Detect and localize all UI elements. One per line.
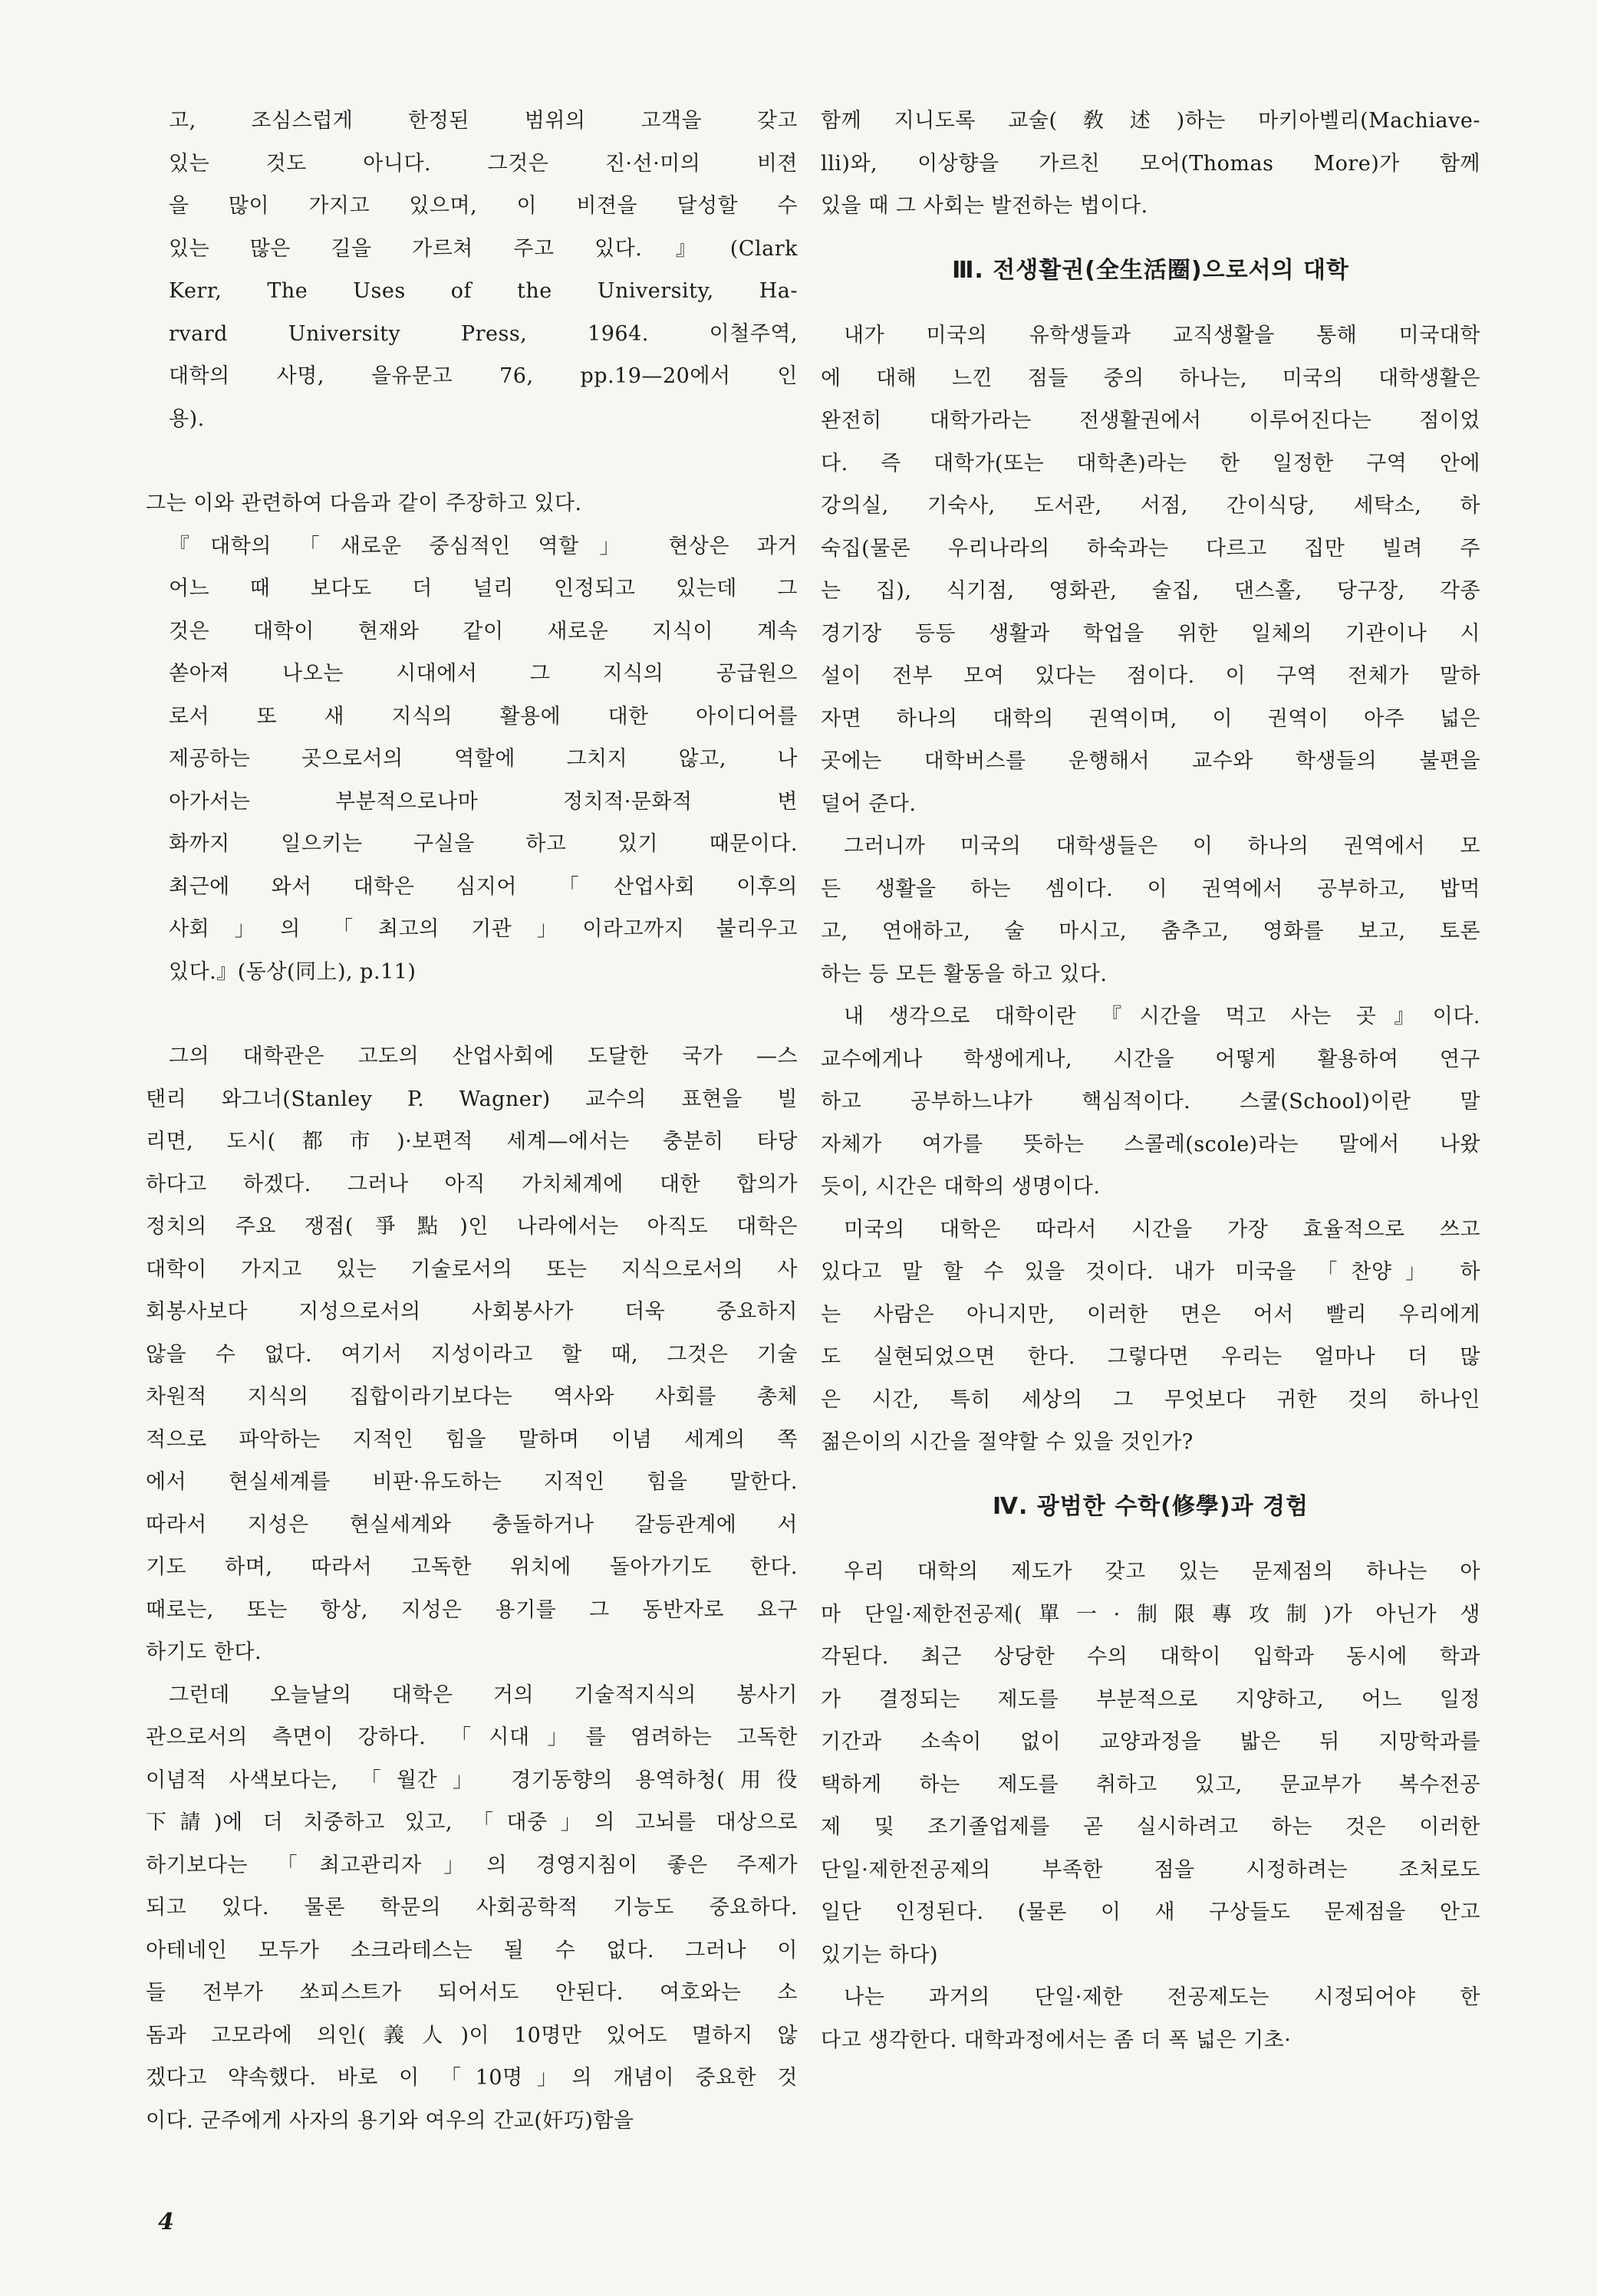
text-line: 하기도 한다. <box>146 1640 262 1664</box>
text-line: 는 집), 식기점, 영화관, 술집, 댄스홀, 당구장, 각종 <box>821 579 1480 603</box>
section-heading-4: Ⅳ. 광범한 수학(修學)과 경험 <box>993 1492 1309 1520</box>
text-line: 단일·제한전공제의 부족한 점을 시정하려는 조처로도 <box>821 1857 1480 1882</box>
quote-university-role <box>146 525 798 994</box>
text-line: 그러니까 미국의 대학생들은 이 하나의 권역에서 모 <box>844 834 1480 858</box>
text-line: 덜어 준다. <box>821 791 917 816</box>
left-column <box>146 100 798 2142</box>
text-line: 곳에는 대학버스를 운행해서 교수와 학생들의 불편을 <box>821 749 1480 773</box>
text-line: 은 시간, 특히 세상의 그 무엇보다 귀한 것의 하나인 <box>821 1387 1480 1412</box>
text-line: 않을 수 없다. 여기서 지성이라고 할 때, 그것은 기술 <box>146 1342 798 1367</box>
text-line: lli)와, 이상향을 가르친 모어(Thomas More)가 함께 <box>821 151 1480 176</box>
text-line: 내가 미국의 유학생들과 교직생활을 통해 미국대학 <box>844 324 1480 347</box>
text-line: 하는 등 모든 활동을 하고 있다. <box>821 962 1108 986</box>
text-line: 정치의 주요 쟁점(爭點)인 나라에서는 아직도 대학은 <box>146 1215 798 1238</box>
text-line: 그의 대학관은 고도의 산업사회에 도달한 국가 —스 <box>169 1044 798 1068</box>
paragraph-efficiency <box>821 1209 1480 1464</box>
text-line: 『대학의 「새로운 중심적인 역할」 현상은 과거 <box>169 534 798 558</box>
text-line: 것은 대학이 현재와 같이 새로운 지식이 계속 <box>169 619 798 643</box>
text-line: 우리 대학의 제도가 갖고 있는 문제점의 하나는 아 <box>844 1560 1480 1584</box>
text-line: 되고 있다. 물론 학문의 사회공학적 기능도 중요하다. <box>146 1896 798 1919</box>
text-line: 다. 즉 대학가(또는 대학촌)라는 한 일정한 구역 안에 <box>821 451 1480 475</box>
text-line: 최근에 와서 대학은 심지어 「산업사회 이후의 <box>169 874 798 899</box>
quote-clark-kerr <box>146 100 798 440</box>
text-line: 택하게 하는 제도를 취하고 있고, 문교부가 복수전공 <box>821 1772 1480 1797</box>
paragraph-university-view <box>146 1035 798 1674</box>
text-line: 각된다. 최근 상당한 수의 대학이 입학과 동시에 학과 <box>821 1645 1480 1669</box>
text-line: 강의실, 기숙사, 도서관, 서점, 간이식당, 세탁소, 하 <box>821 494 1480 518</box>
text-line: 에 대해 느낀 점들 중의 하나는, 미국의 대학생활은 <box>821 366 1480 390</box>
text-line: 따라서 지성은 현실세계와 충돌하거나 갈등관계에 서 <box>146 1512 798 1537</box>
text-line: 이념적 사색보다는, 「월간」 경기동향의 용역하청(用役 <box>146 1768 798 1792</box>
text-line: 기도 하며, 따라서 고독한 위치에 돌아가기도 한다. <box>146 1555 798 1579</box>
text-line: 용). <box>169 406 205 431</box>
text-line: 리면, 도시(都市)·보편적 세계—에서는 충분히 타당 <box>146 1130 798 1153</box>
text-line: 적으로 파악하는 지적인 힘을 말하며 이념 세계의 쪽 <box>146 1427 798 1452</box>
text-line: 마 단일·제한전공제(單一·制限專攻制)가 아닌가 생 <box>821 1602 1480 1627</box>
text-line: 下請)에 더 치중하고 있고, 「대중」의 고뇌를 대상으로 <box>146 1811 798 1834</box>
text-line: 그런데 오늘날의 대학은 거의 기술적지식의 봉사기 <box>169 1683 798 1707</box>
paragraph-machiavelli <box>821 100 1480 228</box>
text-line: 대학의 사명, 을유문고 76, pp.19—20에서 인 <box>169 364 798 388</box>
text-line: 겠다고 약속했다. 바로 이 「10명」의 개념이 중요한 것 <box>146 2066 798 2090</box>
text-line: 쏟아져 나오는 시대에서 그 지식의 공급원으 <box>169 662 798 686</box>
text-line: 자면 하나의 대학의 권역이며, 이 권역이 아주 넓은 <box>821 706 1480 731</box>
section-heading-3: Ⅲ. 전생활권(全生活圈)으로서의 대학 <box>952 256 1349 284</box>
text-line: 젊은이의 시간을 절약할 수 있을 것인가? <box>821 1430 1194 1454</box>
text-line: 돔과 고모라에 의인(義人)이 10명만 있어도 멸하지 않 <box>146 2023 798 2048</box>
text-line: 미국의 대학은 따라서 시간을 가장 효율적으로 쓰고 <box>844 1217 1480 1242</box>
text-line: 차원적 지식의 집합이라기보다는 역사와 사회를 총체 <box>146 1385 798 1409</box>
text-line: 내 생각으로 대학이란 『시간을 먹고 사는 곳』이다. <box>844 1005 1480 1028</box>
text-line: 듯이, 시간은 대학의 생명이다. <box>821 1175 1101 1199</box>
text-line: 아가서는 부분적으로나마 정치적·문화적 변 <box>169 789 798 814</box>
text-line: 하기보다는 「최고관리자」의 경영지침이 좋은 주제가 <box>146 1853 798 1877</box>
text-line: 있다고 말 할 수 있을 것이다. 내가 미국을 「찬양」 하 <box>821 1260 1480 1284</box>
text-line: 하다고 하겠다. 그러나 아직 가치체계에 대한 합의가 <box>146 1172 798 1196</box>
text-line: 든 생활을 하는 셈이다. 이 권역에서 공부하고, 밥먹 <box>821 877 1480 901</box>
paragraph-major-system <box>821 1551 1480 1976</box>
text-line: 회봉사보다 지성으로서의 사회봉사가 더욱 중요하지 <box>146 1300 798 1324</box>
text-line: 있다.』(동상(同上), p.11) <box>169 959 417 984</box>
text-line: 제공하는 곳으로서의 역할에 그치지 않고, 나 <box>169 747 798 771</box>
text-line: 함께 지니도록 교술(敎述)하는 마키아벨리(Machiave- <box>821 109 1480 133</box>
text-line: 고, 조심스럽게 한정된 범위의 고객을 갖고 <box>169 109 798 133</box>
text-line: 다고 생각한다. 대학과정에서는 좀 더 폭 넓은 기초· <box>821 2028 1292 2052</box>
text-line: 제 및 조기졸업제를 곧 실시하려고 하는 것은 이러한 <box>821 1815 1480 1839</box>
text-line: 에서 현실세계를 비판·유도하는 지적인 힘을 말한다. <box>146 1470 798 1494</box>
text-line: 교수에게나 학생에게나, 시간을 어떻게 활용하여 연구 <box>821 1047 1480 1071</box>
text-line: rvard University Press, 1964. 이철주역, <box>169 321 798 346</box>
text-line: 는 사람은 아니지만, 이러한 면은 어서 빨리 우리에게 <box>821 1302 1480 1327</box>
text-line: 들 전부가 쏘피스트가 되어서도 안된다. 여호와는 소 <box>146 1981 798 2005</box>
text-line: 있는 많은 길을 가르쳐 주고 있다.』(Clark <box>169 236 798 261</box>
text-line: 관으로서의 측면이 강하다. 「시대」를 염려하는 고독한 <box>146 1725 798 1749</box>
text-line: 설이 전부 모여 있다는 점이다. 이 구역 전체가 말하 <box>821 664 1480 688</box>
paragraph-technical-service <box>146 1674 798 2143</box>
text-line: 자체가 여가를 뜻하는 스콜레(scole)라는 말에서 나왔 <box>821 1132 1480 1156</box>
text-line: 숙집(물론 우리나라의 하숙과는 다르고 집만 빌려 주 <box>821 536 1480 561</box>
text-line: 가 결정되는 제도를 부분적으로 지양하고, 어느 일정 <box>821 1687 1480 1712</box>
text-line: 있기는 하다) <box>821 1942 939 1967</box>
text-line: 나는 과거의 단일·제한 전공제도는 시정되어야 한 <box>844 1985 1480 2009</box>
right-column <box>821 100 1480 2061</box>
text-line: 대학이 가지고 있는 기술로서의 또는 지식으로서의 사 <box>146 1257 798 1281</box>
text-line: 사회」의 「최고의 기관」이라고까지 불리우고 <box>169 917 798 941</box>
text-line: 로서 또 새 지식의 활용에 대한 아이디어를 <box>169 704 798 729</box>
intro-sentence: 그는 이와 관련하여 다음과 같이 주장하고 있다. <box>146 492 582 515</box>
text-line: 을 많이 가지고 있으며, 이 비젼을 달성할 수 <box>169 194 798 218</box>
text-line: 이다. 군주에게 사자의 용기와 여우의 간교(奸巧)함을 <box>146 2108 634 2133</box>
text-line: 완전히 대학가라는 전생활권에서 이루어진다는 점이었 <box>821 409 1480 433</box>
text-line: 화까지 일으키는 구실을 하고 있기 때문이다. <box>169 832 798 856</box>
text-line: 도 실현되었으면 한다. 그렇다면 우리는 얼마나 더 많 <box>821 1345 1480 1369</box>
text-line: 있는 것도 아니다. 그것은 진·선·미의 비젼 <box>169 151 798 176</box>
text-line: 때로는, 또는 항상, 지성은 용기를 그 동반자로 요구 <box>146 1597 798 1622</box>
paragraph-opinion <box>821 1976 1480 2061</box>
text-line: 하고 공부하느냐가 핵심적이다. 스쿨(School)이란 말 <box>821 1090 1480 1113</box>
text-line: 탠리 와그너(Stanley P. Wagner) 교수의 표현을 빌 <box>146 1087 798 1111</box>
text-line: 경기장 등등 생활과 학업을 위한 일체의 기관이나 시 <box>821 621 1480 646</box>
text-line: 기간과 소속이 없이 교양과정을 밟은 뒤 지망학과를 <box>821 1730 1480 1754</box>
text-line: 있을 때 그 사회는 발전하는 법이다. <box>821 194 1148 218</box>
text-line: 아테네인 모두가 소크라테스는 될 수 없다. 그러나 이 <box>146 1938 798 1962</box>
paragraph-students-life <box>821 825 1480 995</box>
text-line: 일단 인정된다. (물론 이 새 구상들도 문제점을 안고 <box>821 1900 1480 1924</box>
text-line: Kerr, The Uses of the University, Ha- <box>169 279 798 303</box>
paragraph-time <box>821 995 1480 1209</box>
page-number: 4 <box>158 2209 174 2235</box>
text-line: 고, 연애하고, 술 마시고, 춤추고, 영화를 보고, 토론 <box>821 919 1480 943</box>
text-line: 어느 때 보다도 더 널리 인정되고 있는데 그 <box>169 577 798 600</box>
paragraph-campus-life <box>821 314 1480 825</box>
